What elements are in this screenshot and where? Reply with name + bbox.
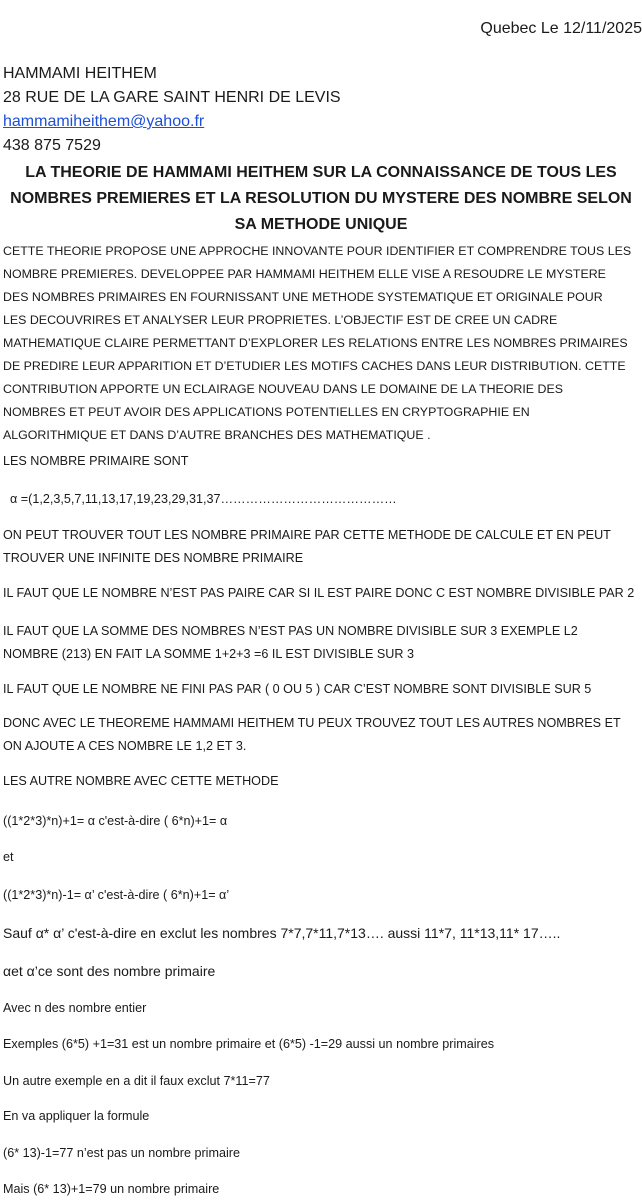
intro-line: DE PREDIRE LEUR APPARITION ET D’ETUDIER LES MOTIFS CACHES DANS LEUR DISTRIBUTION. CETTE xyxy=(3,359,626,373)
intro-line: CONTRIBUTION APPORTE UN ECLAIRAGE NOUVEAU DANS LE DOMAINE DE LA THEORIE DES xyxy=(3,382,563,396)
theorem-line: DONC AVEC LE THEOREME HAMMAMI HEITHEM TU PEUX TROUVEZ TOUT LES AUTRES NOMBRES ET xyxy=(3,716,621,730)
method-line: ON PEUT TROUVER TOUT LES NOMBRE PRIMAIRE PAR CETTE METHODE DE CALCULE ET EN PEUT xyxy=(3,528,611,542)
formula-alpha-prime: ((1*2*3)*n)-1= α’ c'est-à-dire ( 6*n)+1= α’ xyxy=(3,888,230,902)
title-line: LA THEORIE DE HAMMAMI HEITHEM SUR LA CONNAISSANCE DE TOUS LES xyxy=(25,164,617,181)
other-heading: LES AUTRE NOMBRE AVEC CETTE METHODE xyxy=(3,774,279,788)
calc-two: Mais (6* 13)+1=79 un nombre primaire xyxy=(3,1182,220,1196)
title-line: SA METHODE UNIQUE xyxy=(234,216,408,233)
intro-line: LES DECOUVRIRES ET ANALYSER LEUR PROPRIETES. L’OBJECTIF EST DE CREE UN CADRE xyxy=(3,313,558,327)
primes-note: αet α’ce sont des nombre primaire xyxy=(3,963,216,979)
sender-phone: 438 875 7529 xyxy=(3,137,101,154)
primes-list: α =(1,2,3,5,7,11,13,17,19,23,29,31,37…………………………………… xyxy=(10,492,397,506)
sender-block xyxy=(3,62,341,158)
method-paragraph xyxy=(3,524,611,570)
sender-address: 28 RUE DE LA GARE SAINT HENRI DE LEVIS xyxy=(3,89,341,106)
theorem-paragraph xyxy=(3,712,621,758)
intro-line: NOMBRE PREMIERES. DEVELOPPEE PAR HAMMAMI HEITHEM ELLE VISE A RESOUDRE LE MYSTERE xyxy=(3,267,606,281)
and-word: et xyxy=(3,850,14,864)
example-two: Un autre exemple en a dit il faux exclut 7*11=77 xyxy=(3,1074,270,1088)
rule-even: IL FAUT QUE LE NOMBRE N’EST PAS PAIRE CAR SI IL EST PAIRE DONC C EST NOMBRE DIVISIBLE PAR 2 xyxy=(3,586,635,600)
example-one: Exemples (6*5) +1=31 est un nombre primaire et (6*5) -1=29 aussi un nombre primaires xyxy=(3,1037,495,1051)
integer-note: Avec n des nombre entier xyxy=(3,1001,147,1015)
intro-line: CETTE THEORIE PROPOSE UNE APPROCHE INNOVANTE POUR IDENTIFIER ET COMPRENDRE TOUS LES xyxy=(3,244,632,258)
intro-paragraph xyxy=(3,240,642,447)
calc-one: (6* 13)-1=77 n’est pas un nombre primaire xyxy=(3,1146,240,1160)
method-line: TROUVER UNE INFINITE DES NOMBRE PRIMAIRE xyxy=(3,551,304,565)
theorem-line: ON AJOUTE A CES NOMBRE LE 1,2 ET 3. xyxy=(3,739,247,753)
title-line: NOMBRES PREMIERES ET LA RESOLUTION DU MYSTERE DES NOMBRE SELON xyxy=(10,190,632,207)
rule-sum-line: IL FAUT QUE LA SOMME DES NOMBRES N’EST PAS UN NOMBRE DIVISIBLE SUR 3 EXEMPLE L2 xyxy=(3,624,578,638)
intro-line: NOMBRES ET PEUT AVOIR DES APPLICATIONS POTENTIELLES EN CRYPTOGRAPHIE EN xyxy=(3,405,530,419)
primes-heading: LES NOMBRE PRIMAIRE SONT xyxy=(3,454,189,468)
sender-email-link[interactable]: hammamiheithem@yahoo.fr xyxy=(3,113,205,130)
sender-name: HAMMAMI HEITHEM xyxy=(3,65,157,82)
intro-line: ALGORITHMIQUE ET DANS D’AUTRE BRANCHES DES MATHEMATIQUE . xyxy=(3,428,431,442)
intro-line: MATHEMATIQUE CLAIRE PERMETTANT D’EXPLORER LES RELATIONS ENTRE LES NOMBRES PRIMAIRES xyxy=(3,336,628,350)
rule-sum-line: NOMBRE (213) EN FAIT LA SOMME 1+2+3 =6 IL EST DIVISIBLE SUR 3 xyxy=(3,647,414,661)
rule-five: IL FAUT QUE LE NOMBRE NE FINI PAS PAR ( 0 OU 5 ) CAR C’EST NOMBRE SONT DIVISIBLE SUR 5 xyxy=(3,682,592,696)
apply-formula: En va appliquer la formule xyxy=(3,1109,150,1123)
exception-line: Sauf α* α’ c'est-à-dire en exclut les nombres 7*7,7*11,7*13…. aussi 11*7, 11*13,11* 17….. xyxy=(3,925,561,941)
letter-date: Quebec Le 12/11/2025 xyxy=(480,20,642,37)
intro-line: DES NOMBRES PRIMAIRES EN FOURNISSANT UNE METHODE SYSTEMATIQUE ET ORIGINALE POUR xyxy=(3,290,603,304)
document-title xyxy=(0,160,642,238)
formula-alpha: ((1*2*3)*n)+1= α c'est-à-dire ( 6*n)+1= α xyxy=(3,814,228,828)
rule-sum-paragraph xyxy=(3,620,578,666)
